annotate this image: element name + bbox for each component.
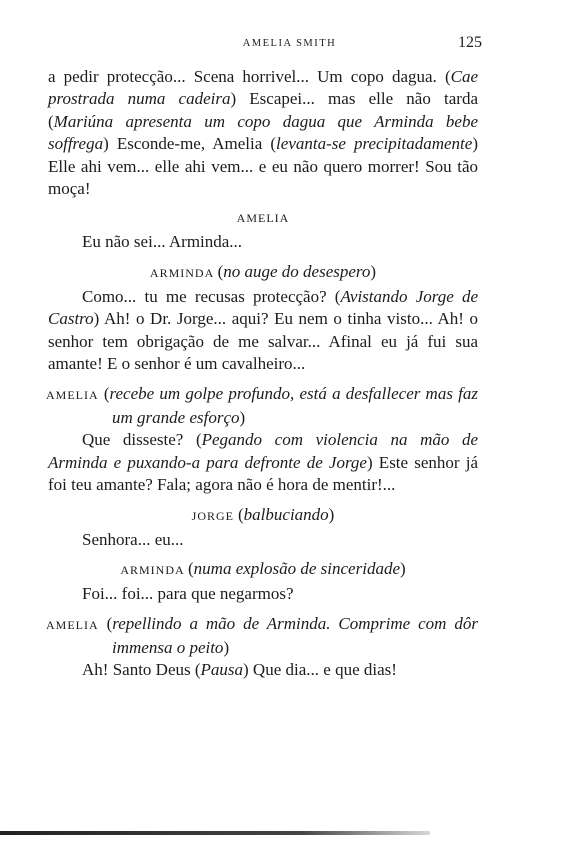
stage-direction: Avistando Jorge de Castro	[48, 286, 478, 329]
speaker-direction: recebe um golpe profundo, está a desfallecer mas faz um grande esforço	[109, 384, 478, 427]
dialogue-text: ) Que dia... e que dias!	[243, 660, 397, 680]
paragraph-continuation	[48, 66, 478, 200]
dialogue-text: a pedir protecção... Scena horrivel... Um copo dagua. (	[48, 67, 451, 86]
speaker-direction: repellindo a mão de Arminda. Comprime com dôr immensa o peito	[112, 614, 478, 657]
speaker-heading	[48, 208, 478, 228]
speaker-direction: no auge do desespero	[223, 261, 371, 281]
page-number: 125	[458, 34, 482, 51]
stage-direction: levanta-se precipitadamente	[276, 134, 473, 154]
dialogue-line	[48, 583, 478, 605]
speaker-name: AMELIA	[46, 618, 99, 633]
speaker-name: AMELIA	[46, 388, 99, 403]
dialogue-paragraph	[48, 429, 478, 496]
dialogue-text: Foi... foi... para que negarmos?	[82, 583, 294, 603]
speaker-heading-inline: AMELIA (repellindo a mão de Arminda. Comprime com dôr immensa o peito)	[46, 614, 478, 657]
dialogue-text: Senhora... eu...	[82, 529, 184, 549]
dialogue-text: ) Este senhor já foi teu amante? Fala; agora não é hora de mentir!...	[48, 452, 478, 495]
dialogue-line	[48, 529, 478, 551]
speaker-heading: JORGE (balbuciando)	[191, 504, 335, 524]
speaker-direction: numa explosão de sinceridade	[193, 558, 400, 578]
speaker-heading: ARMINDA (numa explosão de sinceridade)	[120, 558, 406, 578]
stage-direction: Pausa	[200, 660, 244, 680]
speaker-name: AMELIA	[236, 211, 290, 226]
dialogue-text: Que disseste? (	[82, 430, 202, 450]
dialogue-text: ) Ah! o Dr. Jorge... aqui? Eu nem o tinha visto... Ah! o senhor tem obrigação de me salvar... Afinal eu já fui sua amante! E o senhor é um cavalheiro...	[48, 309, 478, 374]
dialogue-line	[48, 659, 478, 681]
speaker-name: JORGE	[191, 508, 234, 523]
page-body	[48, 66, 478, 682]
running-title: AMELIA SMITH	[242, 38, 337, 49]
dialogue-text: Como... tu me recusas protecção? (	[82, 286, 341, 306]
dialogue-text: Ah! Santo Deus (	[82, 660, 201, 680]
dialogue-text: Eu não sei... Arminda...	[82, 232, 243, 252]
running-header	[0, 34, 579, 54]
speaker-name: ARMINDA	[149, 265, 214, 280]
page-edge-shadow	[0, 831, 430, 835]
dialogue-text: ) Escapei... mas elle não tarda (	[48, 89, 478, 131]
dialogue-text: ) Esconde-me, Amelia (	[103, 134, 277, 154]
speaker-direction: balbuciando	[243, 504, 329, 524]
speaker-heading: ARMINDA (no auge do desespero)	[149, 261, 377, 281]
speaker-name: ARMINDA	[120, 562, 184, 577]
stage-direction: Pegando com violencia na mão de Arminda e puxando-a para defronte de Jorge	[48, 430, 478, 472]
stage-direction: Mariúna apresenta um copo dagua que Arminda bebe soffrega	[48, 111, 478, 154]
stage-direction: Cae prostrada numa cadeira	[48, 67, 478, 109]
speaker-heading-inline: AMELIA (recebe um golpe profundo, está a desfallecer mas faz um grande esforço)	[46, 384, 478, 427]
dialogue-paragraph	[48, 286, 478, 376]
dialogue-line	[48, 231, 478, 253]
dialogue-text: ) Elle ahi vem... elle ahi vem... e eu não quero morrer! Sou tão moça!	[48, 134, 478, 199]
